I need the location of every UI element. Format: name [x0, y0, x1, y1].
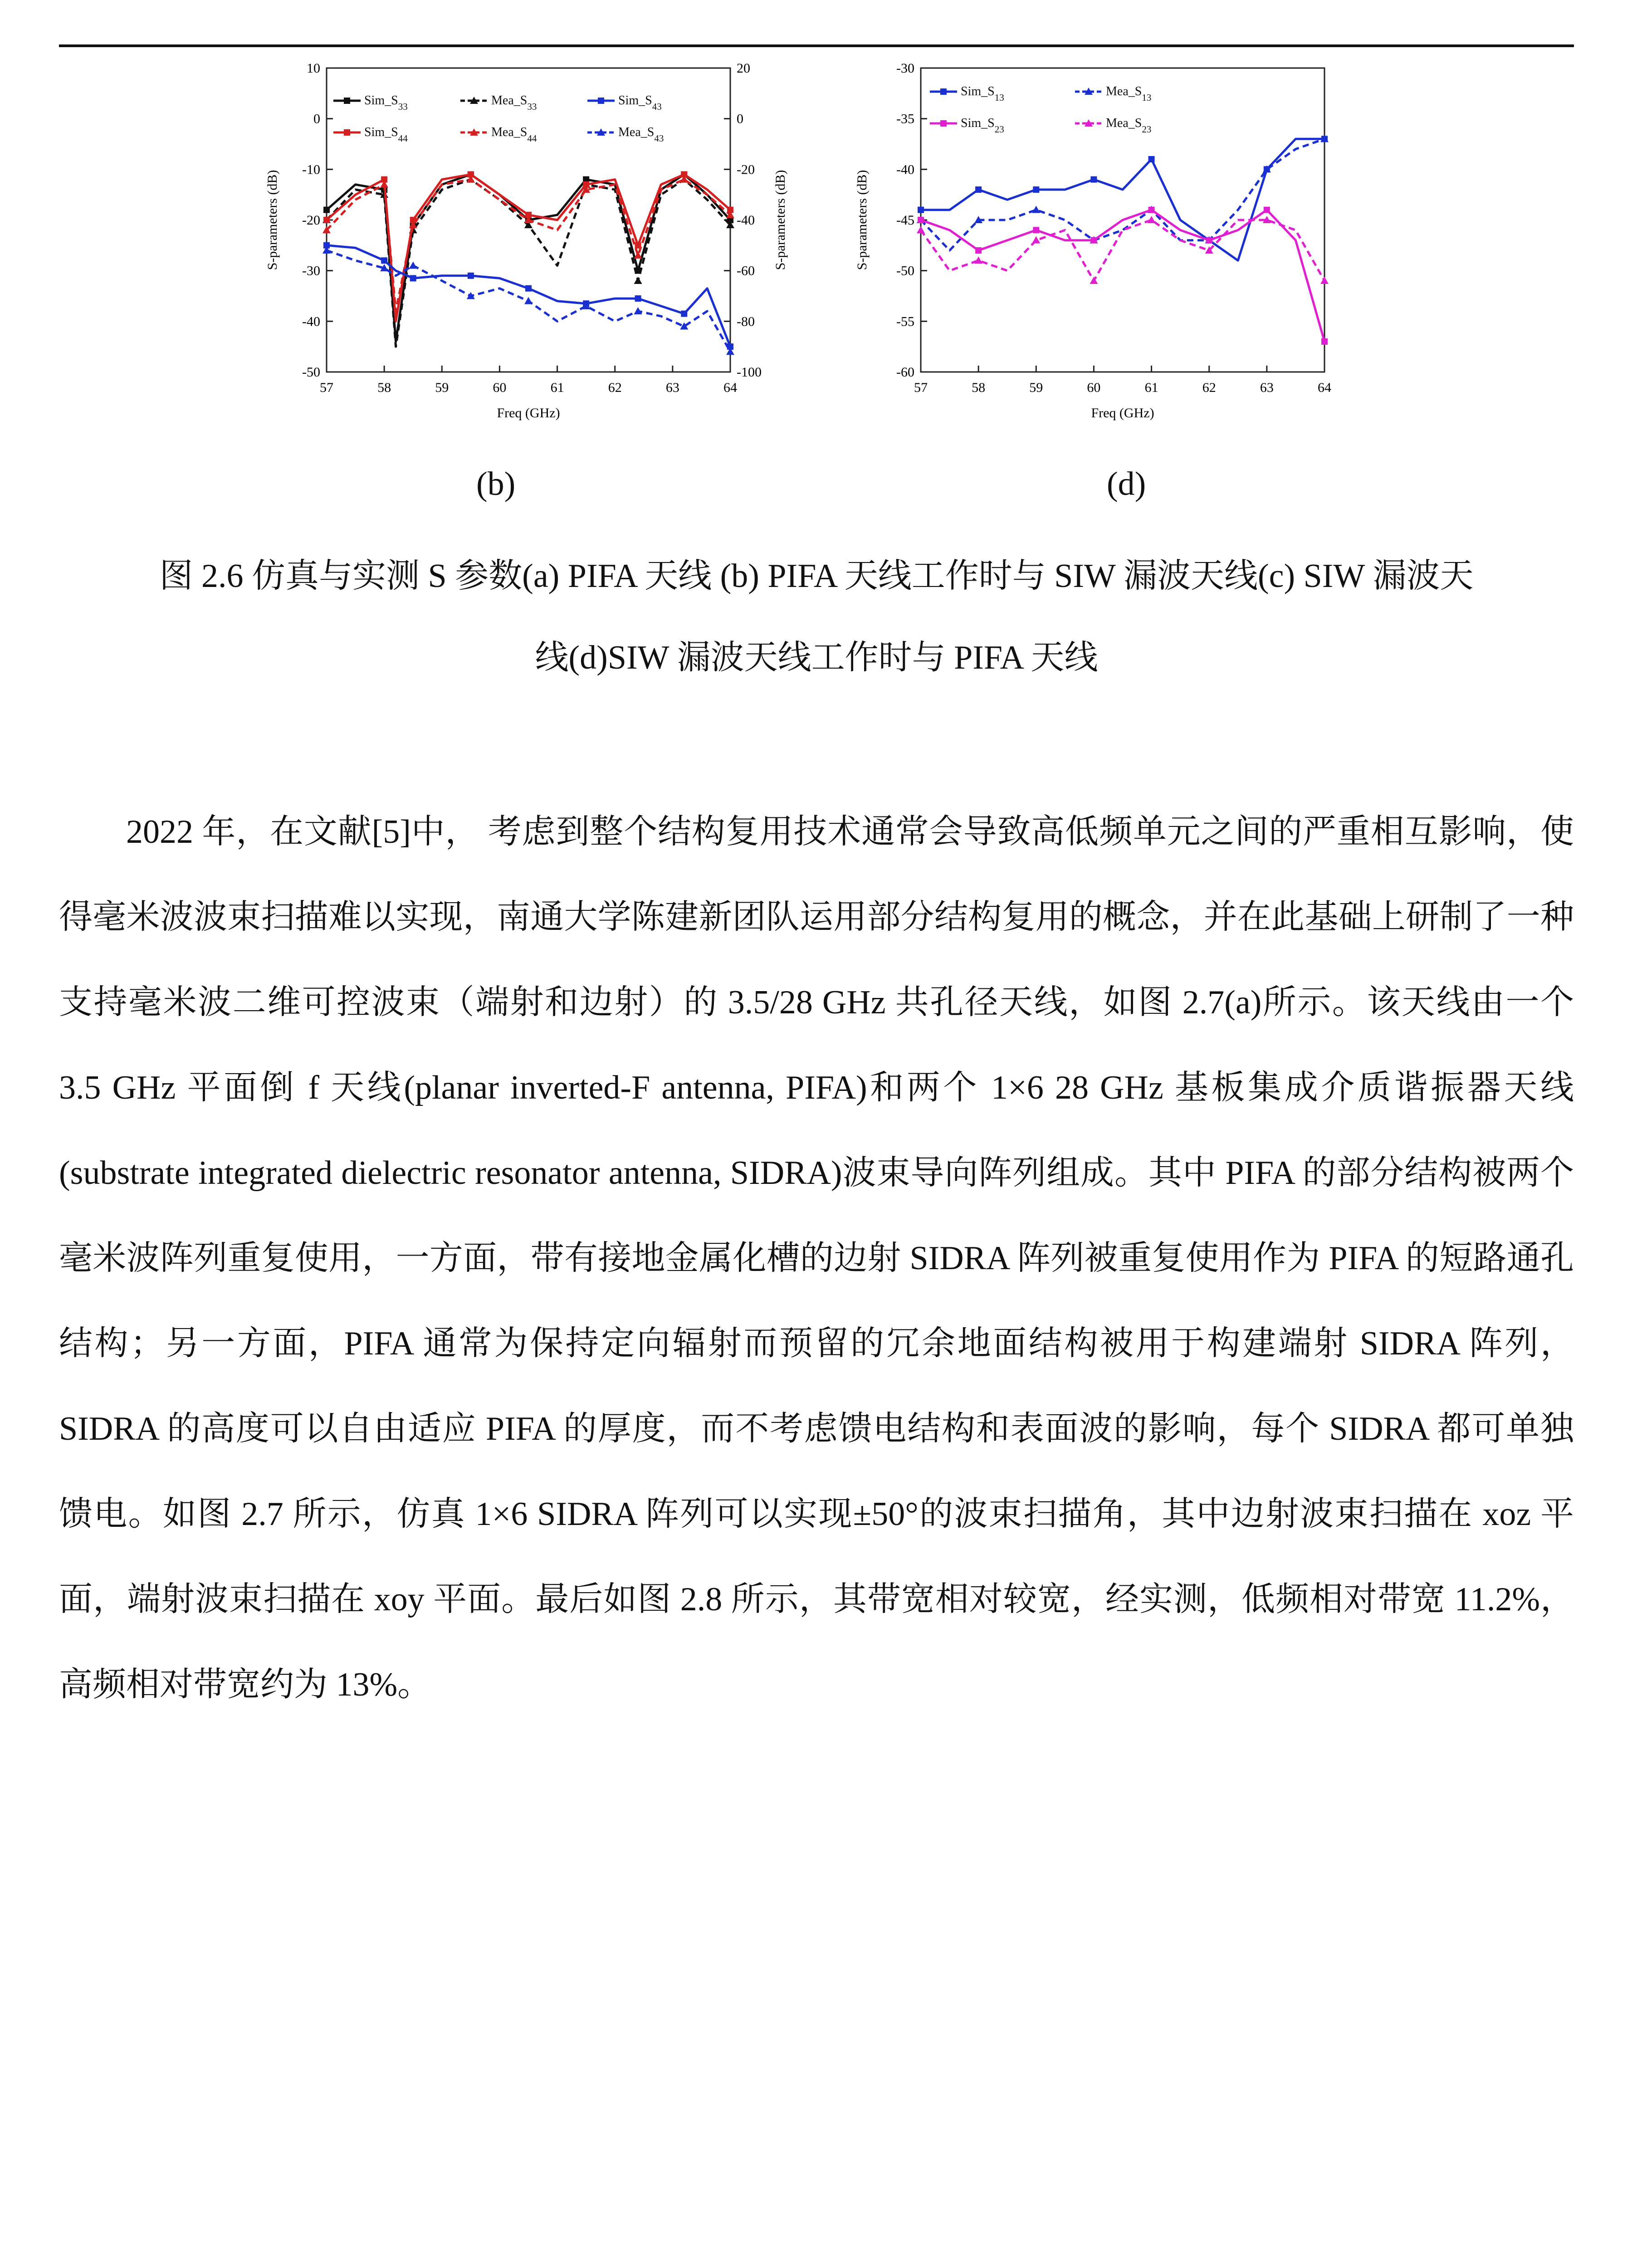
legend-label: $Mea\_S_{44}$ — [491, 125, 537, 144]
y-right-tick-label: -60 — [737, 263, 755, 279]
data-point — [1206, 237, 1212, 244]
body-text — [59, 789, 1574, 1727]
x-tick-label: 59 — [435, 380, 449, 395]
y-right-tick-label: -20 — [737, 162, 755, 177]
data-point — [1320, 277, 1329, 284]
x-tick-label: 62 — [608, 380, 622, 395]
x-tick-label: 58 — [377, 380, 391, 395]
data-point — [975, 186, 982, 193]
x-axis-label: Freq (GHz) — [497, 406, 560, 420]
data-point — [1090, 237, 1097, 244]
y-tick-label: -45 — [896, 213, 914, 228]
y-right-tick-label: 0 — [737, 111, 743, 127]
legend-label: $Sim\_S_{33}$ — [364, 93, 408, 112]
data-point — [410, 275, 416, 281]
series-line-mea_s13 — [921, 139, 1324, 250]
y-tick-label: -30 — [302, 263, 320, 279]
legend-label: $Mea\_S_{23}$ — [1106, 116, 1152, 135]
x-tick-label: 63 — [665, 380, 679, 395]
data-point — [468, 273, 474, 279]
x-tick-label: 59 — [1029, 380, 1043, 395]
data-point — [1148, 207, 1155, 213]
panel-label-b: (b) — [476, 465, 516, 503]
x-tick-label: 62 — [1202, 380, 1216, 395]
figure-d-chart — [853, 50, 1352, 449]
y-right-tick-label: -80 — [737, 314, 755, 329]
data-point — [634, 251, 642, 259]
legend-label: $Mea\_S_{13}$ — [1106, 84, 1152, 103]
data-point — [409, 262, 417, 269]
y-tick-label: -30 — [896, 61, 914, 76]
figure-b-chart — [254, 50, 816, 449]
x-axis-label: Freq (GHz) — [1091, 406, 1154, 420]
y-tick-label: -50 — [896, 263, 914, 279]
y-right-axis-label: S-parameters (dB) — [773, 170, 788, 270]
data-point — [1032, 236, 1040, 244]
data-point — [634, 277, 642, 284]
y-tick-label: -20 — [302, 213, 320, 228]
legend-label: $Sim\_S_{43}$ — [618, 93, 662, 112]
data-point — [381, 257, 387, 264]
x-tick-label: 58 — [972, 380, 986, 395]
data-point — [1148, 156, 1155, 162]
y-tick-label: -40 — [896, 162, 914, 177]
legend-label: $Mea\_S_{43}$ — [618, 125, 664, 144]
legend-marker — [940, 88, 947, 95]
y-right-tick-label: 20 — [737, 61, 750, 76]
header-rule — [59, 44, 1574, 47]
data-point — [323, 217, 330, 223]
y-right-tick-label: -100 — [737, 365, 762, 380]
legend-marker — [344, 98, 350, 104]
series-line-sim_s23 — [921, 210, 1324, 342]
data-point — [1032, 206, 1040, 213]
x-tick-label: 61 — [1144, 380, 1158, 395]
series-line-sim_s13 — [921, 139, 1324, 260]
legend-label: $Mea\_S_{33}$ — [491, 93, 537, 112]
x-tick-label: 63 — [1260, 380, 1274, 395]
data-point — [1033, 186, 1039, 193]
y-tick-label: -40 — [302, 314, 320, 329]
y-right-tick-label: -40 — [737, 213, 755, 228]
y-tick-label: -60 — [896, 365, 914, 380]
data-point — [975, 247, 982, 254]
panel-label-d: (d) — [1107, 465, 1146, 503]
figure-caption-line-1: 图 2.6 仿真与实测 S 参数(a) PIFA 天线 (b) PIFA 天线工作时与 SIW 漏波天线(c) SIW 漏波天 — [159, 557, 1474, 595]
x-tick-label: 64 — [723, 380, 737, 395]
legend-label: $Sim\_S_{44}$ — [364, 125, 408, 144]
data-point — [323, 207, 330, 213]
legend-label: $Sim\_S_{13}$ — [961, 84, 1004, 103]
y-tick-label: 10 — [307, 61, 320, 76]
x-tick-label: 64 — [1318, 380, 1331, 395]
legend-marker — [598, 98, 604, 104]
x-tick-label: 60 — [1087, 380, 1101, 395]
x-tick-label: 60 — [493, 380, 507, 395]
body-paragraph: 2022 年，在文献[5]中， 考虑到整个结构复用技术通常会导致高低频单元之间的严重相互影响，使得毫米波波束扫描难以实现，南通大学陈建新团队运用部分结构复用的概念，并在此基础上研制了一种支持毫米波二维可控波束（端射和边射）的 3.5/28 GHz 共孔径天线，如图 2.7(a)所示。该天线由一个 3.5 GHz 平面倒 f 天线(planar inverted-F antenna, PIFA)和两个 1×6 28 GHz 基板集成介质谐振器天线 (substrate integrated dielectric resonator antenna, SIDRA)波束导向阵列组成。其中 PIFA 的部分结构被两个毫米波阵列重复使用，一方面，带有接地金属化槽的边射 SIDRA 阵列被重复使用作为 PIFA 的短路通孔结构；另一方面，PIFA 通常为保持定向辐射而预留的冗余地面结构被用于构建端射 SIDRA 阵列，SIDRA 的高度可以自由适应 PIFA 的厚度，而不考虑馈电结构和表面波的影响，每个 SIDRA 都可单独馈电。如图 2.7 所示，仿真 1×6 SIDRA 阵列可以实现±50°的波束扫描角，其中边射波束扫描在 xoz 平面，端射波束扫描在 xoy 平面。最后如图 2.8 所示，其带宽相对较宽，经实测，低频相对带宽 11.2%，高频相对带宽约为 13%。 — [59, 813, 1574, 1703]
data-point — [635, 295, 641, 302]
y-tick-label: -10 — [302, 162, 320, 177]
figure-caption-line-2: 线(d)SIW 漏波天线工作时与 PIFA 天线 — [535, 639, 1098, 676]
data-point — [918, 217, 924, 223]
data-point — [524, 297, 533, 304]
data-point — [918, 207, 924, 213]
data-point — [1321, 338, 1328, 345]
y-axis-label: S-parameters (dB) — [855, 170, 870, 270]
data-point — [1033, 227, 1039, 233]
data-point — [525, 285, 532, 292]
legend-label: $Sim\_S_{23}$ — [961, 116, 1004, 135]
x-tick-label: 61 — [550, 380, 564, 395]
x-tick-label: 57 — [914, 380, 928, 395]
y-tick-label: -55 — [896, 314, 914, 329]
x-tick-label: 57 — [320, 380, 333, 395]
legend-marker — [344, 129, 350, 136]
y-tick-label: 0 — [313, 111, 320, 127]
legend-marker — [940, 120, 947, 127]
data-point — [917, 226, 925, 233]
y-tick-label: -35 — [896, 111, 914, 127]
data-point — [1090, 176, 1097, 183]
data-point — [1264, 207, 1270, 213]
data-point — [681, 311, 687, 317]
data-point — [974, 256, 982, 264]
data-point — [1148, 216, 1156, 223]
y-axis-label: S-parameters (dB) — [265, 170, 280, 270]
y-tick-label: -50 — [302, 365, 320, 380]
